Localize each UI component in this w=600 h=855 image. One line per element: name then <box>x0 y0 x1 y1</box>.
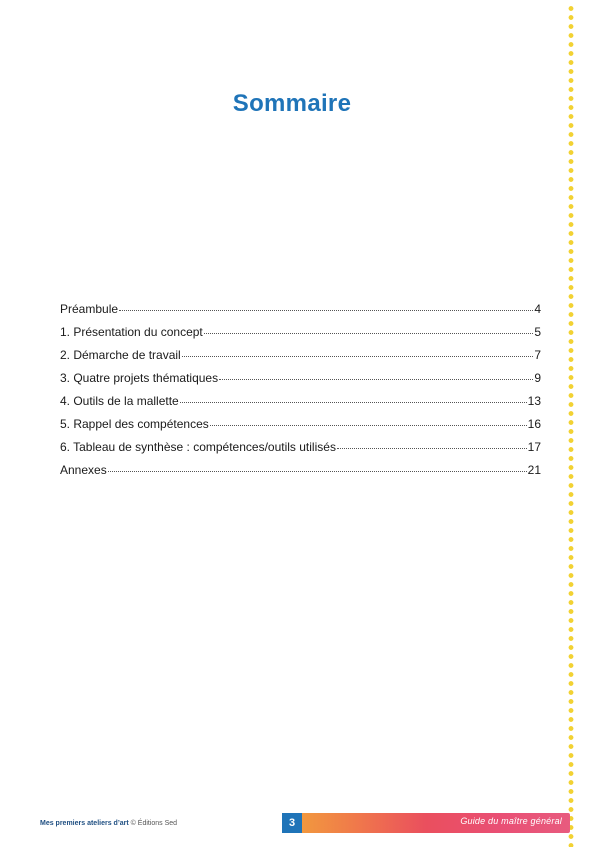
page-title: Sommaire <box>232 90 352 117</box>
footer-publisher: © Éditions Sed <box>130 820 178 827</box>
toc-entry-label: 2. Démarche de travail <box>60 348 181 362</box>
dot-leader <box>204 324 534 334</box>
dot-leader <box>210 416 527 426</box>
dot-leader <box>119 301 533 311</box>
toc-entry[interactable] <box>60 417 541 440</box>
toc-entry-page: 16 <box>527 417 541 431</box>
toc-entry-label: Préambule <box>60 302 119 316</box>
table-of-contents <box>60 302 541 486</box>
toc-entry-page: 13 <box>527 394 541 408</box>
page-number-badge: 3 <box>282 813 302 833</box>
toc-entry-label: 3. Quatre projets thématiques <box>60 371 219 385</box>
toc-entry-page: 17 <box>527 440 541 454</box>
dot-leader <box>182 347 534 357</box>
toc-entry-label: 6. Tableau de synthèse : compétences/outils utilisés <box>60 440 336 454</box>
toc-entry[interactable] <box>60 302 541 325</box>
dot-leader <box>219 370 533 380</box>
footer-credit <box>40 820 177 827</box>
toc-entry-page: 5 <box>534 325 541 339</box>
toc-entry-page: 4 <box>534 302 541 316</box>
toc-entry-page: 21 <box>527 463 541 477</box>
toc-entry[interactable] <box>60 325 541 348</box>
dot-leader <box>108 462 527 472</box>
toc-entry[interactable] <box>60 394 541 417</box>
footer-guide-label: Guide du maître général <box>460 816 562 826</box>
toc-entry-page: 9 <box>534 371 541 385</box>
toc-entry-label: Annexes <box>60 463 107 477</box>
toc-entry[interactable] <box>60 371 541 394</box>
toc-entry[interactable] <box>60 463 541 486</box>
footer-book-title: Mes premiers ateliers d’art <box>40 820 129 827</box>
dotted-border-decoration <box>568 4 574 847</box>
toc-entry-page: 7 <box>534 348 541 362</box>
toc-entry-label: 5. Rappel des compétences <box>60 417 209 431</box>
toc-entry[interactable] <box>60 348 541 371</box>
dot-leader <box>180 393 527 403</box>
toc-entry[interactable] <box>60 440 541 463</box>
toc-entry-label: 1. Présentation du concept <box>60 325 203 339</box>
toc-entry-label: 4. Outils de la mallette <box>60 394 179 408</box>
dot-leader <box>337 439 527 449</box>
